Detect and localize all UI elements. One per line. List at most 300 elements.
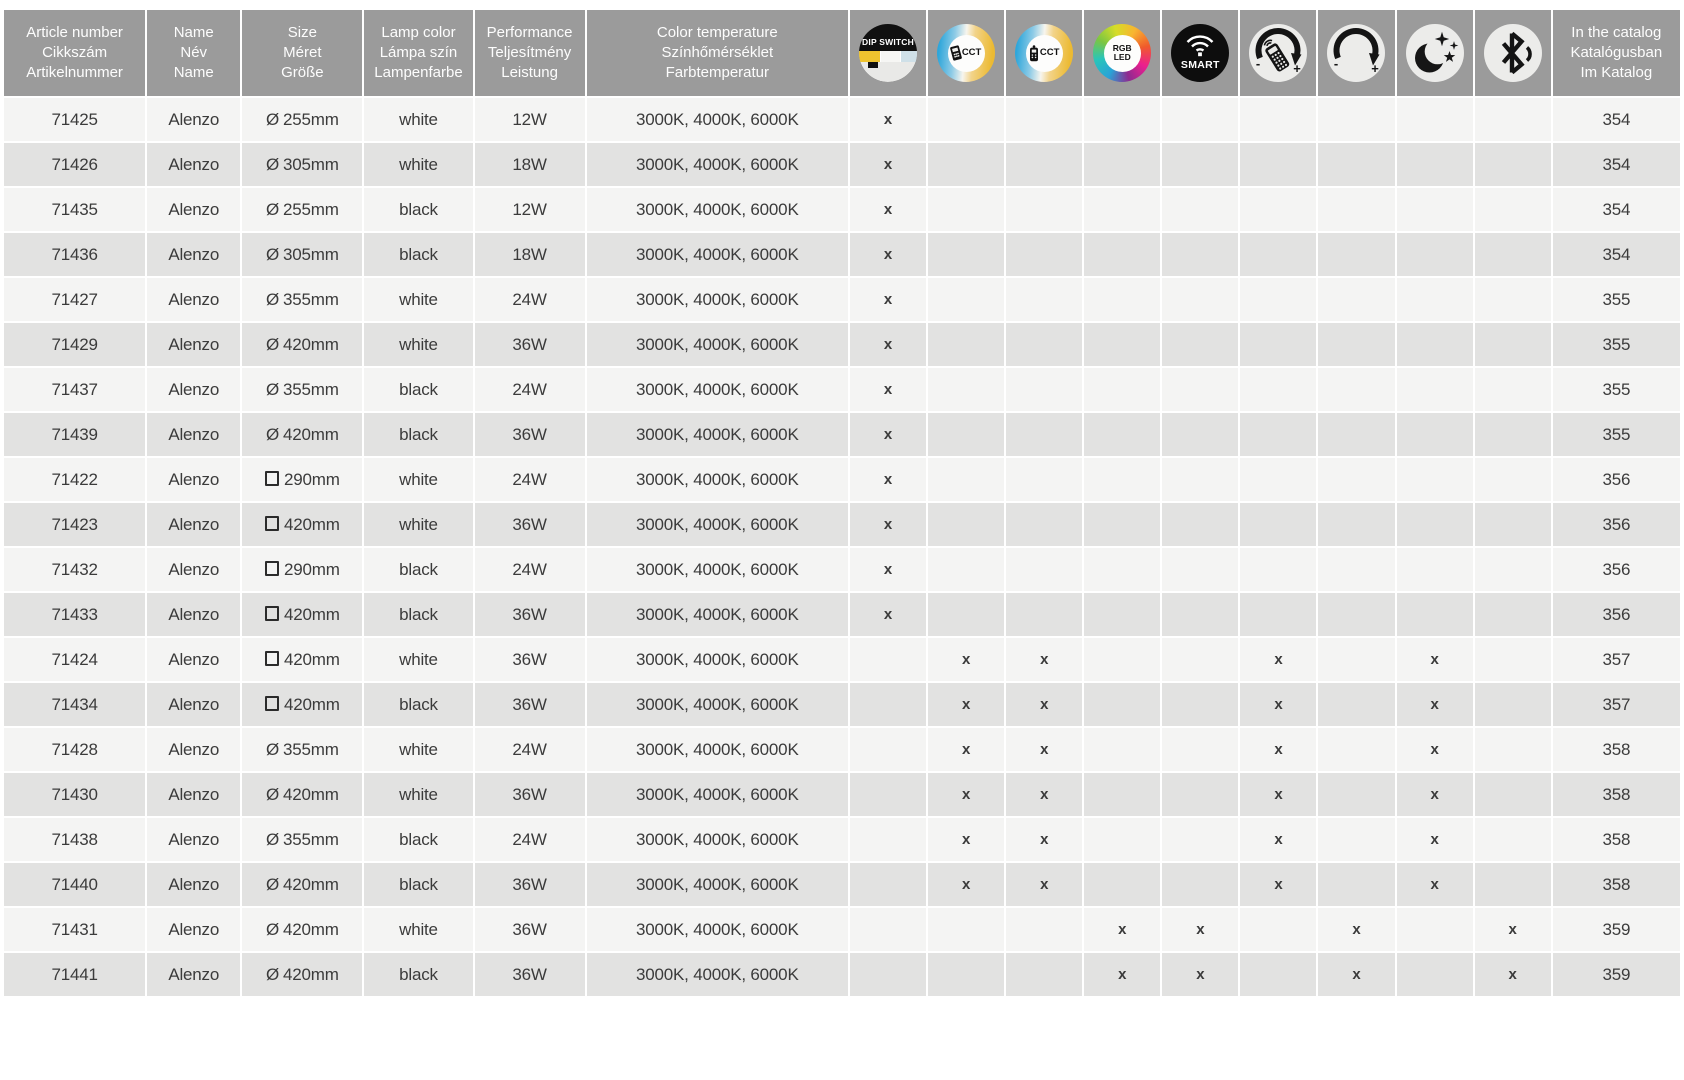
color-temperature-cell: 3000K, 4000K, 6000K bbox=[587, 638, 848, 681]
size-value: 420mm bbox=[283, 334, 339, 354]
size-cell bbox=[242, 413, 362, 456]
feature-cell-cct-wall bbox=[928, 458, 1004, 501]
feature-cell-remote-dimmer bbox=[1240, 368, 1316, 411]
feature-cell-smart bbox=[1162, 863, 1238, 906]
feature-cell-bluetooth bbox=[1475, 368, 1551, 411]
feature-cell-cct-remote bbox=[1006, 323, 1082, 366]
performance-cell: 24W bbox=[475, 368, 585, 411]
article-number-cell: 71424 bbox=[4, 638, 145, 681]
product-name-cell: Alenzo bbox=[147, 548, 240, 591]
color-temperature-cell: 3000K, 4000K, 6000K bbox=[587, 413, 848, 456]
feature-cell-smart bbox=[1162, 413, 1238, 456]
feature-cell-night-light bbox=[1397, 188, 1473, 231]
feature-cell-rgb-led bbox=[1084, 593, 1160, 636]
cct-handheld-remote-icon: CCT bbox=[1015, 24, 1073, 82]
feature-cell-remote-dimmer bbox=[1240, 413, 1316, 456]
feature-cell-dip-switch bbox=[850, 818, 926, 861]
size-value: 420mm bbox=[283, 964, 339, 984]
feature-cell-remote-dimmer bbox=[1240, 323, 1316, 366]
round-diameter-glyph: Ø bbox=[265, 964, 279, 984]
product-row bbox=[4, 323, 1680, 366]
product-table bbox=[2, 8, 1682, 998]
feature-cell-cct-remote: x bbox=[1006, 728, 1082, 771]
feature-cell-cct-wall bbox=[928, 413, 1004, 456]
feature-cell-cct-wall bbox=[928, 278, 1004, 321]
size-value: 255mm bbox=[283, 109, 339, 129]
feature-cell-smart bbox=[1162, 728, 1238, 771]
size-cell bbox=[242, 863, 362, 906]
article-number-cell: 71439 bbox=[4, 413, 145, 456]
feature-cell-bluetooth bbox=[1475, 143, 1551, 186]
feature-cell-night-light bbox=[1397, 143, 1473, 186]
product-row bbox=[4, 953, 1680, 996]
feature-cell-cct-wall: x bbox=[928, 728, 1004, 771]
size-value: 420mm bbox=[283, 604, 340, 624]
lamp-color-cell: white bbox=[364, 143, 472, 186]
feature-cell-remote-dimmer bbox=[1240, 593, 1316, 636]
square-shape-glyph bbox=[265, 696, 279, 711]
catalog-page-cell: 357 bbox=[1553, 683, 1680, 726]
feature-cell-smart bbox=[1162, 773, 1238, 816]
col-header-cct-handheld-remote bbox=[1006, 10, 1082, 96]
lamp-color-cell: white bbox=[364, 908, 472, 951]
feature-cell-cct-wall: x bbox=[928, 863, 1004, 906]
feature-cell-cct-wall bbox=[928, 233, 1004, 276]
product-row bbox=[4, 908, 1680, 951]
feature-cell-bluetooth bbox=[1475, 458, 1551, 501]
catalog-page-cell: 358 bbox=[1553, 728, 1680, 771]
feature-cell-remote-dimmer bbox=[1240, 278, 1316, 321]
remote-glyph bbox=[1262, 38, 1291, 73]
wifi-glyph bbox=[1185, 33, 1215, 57]
catalog-page-cell: 359 bbox=[1553, 953, 1680, 996]
feature-cell-rgb-led bbox=[1084, 773, 1160, 816]
feature-cell-cct-wall: x bbox=[928, 683, 1004, 726]
feature-cell-dimmer bbox=[1318, 278, 1394, 321]
size-cell bbox=[242, 818, 362, 861]
color-temperature-cell: 3000K, 4000K, 6000K bbox=[587, 548, 848, 591]
catalog-page-cell: 354 bbox=[1553, 188, 1680, 231]
product-name-cell: Alenzo bbox=[147, 503, 240, 546]
feature-cell-cct-wall bbox=[928, 593, 1004, 636]
round-diameter-glyph: Ø bbox=[265, 244, 279, 264]
col-header-bluetooth bbox=[1475, 10, 1551, 96]
size-value: 420mm bbox=[283, 424, 339, 444]
feature-cell-cct-remote bbox=[1006, 413, 1082, 456]
feature-cell-dimmer bbox=[1318, 683, 1394, 726]
performance-cell: 24W bbox=[475, 278, 585, 321]
size-value: 255mm bbox=[283, 199, 339, 219]
lamp-color-cell: white bbox=[364, 278, 472, 321]
article-number-cell: 71440 bbox=[4, 863, 145, 906]
col-header-dimmer bbox=[1318, 10, 1394, 96]
feature-cell-night-light: x bbox=[1397, 638, 1473, 681]
performance-cell: 36W bbox=[475, 773, 585, 816]
lamp-color-cell: black bbox=[364, 683, 472, 726]
feature-cell-smart bbox=[1162, 368, 1238, 411]
size-cell bbox=[242, 728, 362, 771]
feature-cell-bluetooth bbox=[1475, 593, 1551, 636]
feature-cell-bluetooth bbox=[1475, 323, 1551, 366]
size-cell bbox=[242, 773, 362, 816]
feature-cell-cct-wall bbox=[928, 143, 1004, 186]
feature-cell-dip-switch: x bbox=[850, 233, 926, 276]
product-row bbox=[4, 143, 1680, 186]
feature-cell-dimmer bbox=[1318, 818, 1394, 861]
product-row bbox=[4, 503, 1680, 546]
feature-cell-cct-wall bbox=[928, 323, 1004, 366]
article-number-cell: 71435 bbox=[4, 188, 145, 231]
size-value: 420mm bbox=[283, 784, 339, 804]
lamp-color-cell: white bbox=[364, 323, 472, 366]
product-row bbox=[4, 98, 1680, 141]
feature-cell-smart bbox=[1162, 188, 1238, 231]
feature-cell-cct-wall bbox=[928, 908, 1004, 951]
feature-cell-bluetooth bbox=[1475, 188, 1551, 231]
lamp-color-cell: black bbox=[364, 818, 472, 861]
lamp-color-cell: black bbox=[364, 188, 472, 231]
svg-text:-: - bbox=[1334, 56, 1339, 71]
article-number-cell: 71425 bbox=[4, 98, 145, 141]
product-name-cell: Alenzo bbox=[147, 323, 240, 366]
feature-cell-remote-dimmer: x bbox=[1240, 863, 1316, 906]
product-name-cell: Alenzo bbox=[147, 863, 240, 906]
feature-cell-dimmer bbox=[1318, 638, 1394, 681]
lamp-color-cell: white bbox=[364, 773, 472, 816]
feature-cell-bluetooth bbox=[1475, 818, 1551, 861]
color-temperature-cell: 3000K, 4000K, 6000K bbox=[587, 278, 848, 321]
feature-cell-dimmer bbox=[1318, 548, 1394, 591]
product-row bbox=[4, 773, 1680, 816]
color-temperature-cell: 3000K, 4000K, 6000K bbox=[587, 188, 848, 231]
feature-cell-dimmer bbox=[1318, 773, 1394, 816]
size-value: 305mm bbox=[283, 154, 339, 174]
performance-cell: 18W bbox=[475, 143, 585, 186]
feature-cell-remote-dimmer bbox=[1240, 233, 1316, 276]
catalog-page-cell: 355 bbox=[1553, 278, 1680, 321]
cct-wall-remote-icon: CCT bbox=[937, 24, 995, 82]
feature-cell-rgb-led: x bbox=[1084, 908, 1160, 951]
feature-cell-night-light bbox=[1397, 233, 1473, 276]
feature-cell-dip-switch: x bbox=[850, 503, 926, 546]
feature-cell-cct-remote bbox=[1006, 953, 1082, 996]
square-shape-glyph bbox=[265, 561, 279, 576]
feature-cell-smart bbox=[1162, 458, 1238, 501]
feature-cell-dimmer: x bbox=[1318, 908, 1394, 951]
feature-cell-remote-dimmer bbox=[1240, 458, 1316, 501]
lamp-color-cell: white bbox=[364, 98, 472, 141]
product-row bbox=[4, 863, 1680, 906]
feature-cell-dip-switch bbox=[850, 863, 926, 906]
product-row bbox=[4, 278, 1680, 321]
size-cell bbox=[242, 188, 362, 231]
color-temperature-cell: 3000K, 4000K, 6000K bbox=[587, 98, 848, 141]
catalog-page-cell: 357 bbox=[1553, 638, 1680, 681]
feature-cell-bluetooth bbox=[1475, 638, 1551, 681]
size-cell bbox=[242, 233, 362, 276]
feature-cell-dimmer bbox=[1318, 863, 1394, 906]
lamp-color-cell: black bbox=[364, 233, 472, 276]
product-name-cell: Alenzo bbox=[147, 593, 240, 636]
feature-cell-cct-remote bbox=[1006, 233, 1082, 276]
catalog-page-cell: 355 bbox=[1553, 413, 1680, 456]
feature-cell-cct-remote bbox=[1006, 908, 1082, 951]
article-number-cell: 71438 bbox=[4, 818, 145, 861]
round-diameter-glyph: Ø bbox=[265, 424, 279, 444]
performance-cell: 36W bbox=[475, 503, 585, 546]
size-cell bbox=[242, 503, 362, 546]
feature-cell-cct-wall bbox=[928, 548, 1004, 591]
color-temperature-cell: 3000K, 4000K, 6000K bbox=[587, 233, 848, 276]
feature-cell-rgb-led bbox=[1084, 188, 1160, 231]
size-cell bbox=[242, 98, 362, 141]
feature-cell-cct-remote bbox=[1006, 143, 1082, 186]
catalog-page-cell: 354 bbox=[1553, 233, 1680, 276]
product-name-cell: Alenzo bbox=[147, 683, 240, 726]
feature-cell-dimmer bbox=[1318, 188, 1394, 231]
product-name-cell: Alenzo bbox=[147, 413, 240, 456]
color-temperature-cell: 3000K, 4000K, 6000K bbox=[587, 863, 848, 906]
col-header-name: Name Név Name bbox=[147, 10, 240, 96]
size-value: 355mm bbox=[283, 739, 339, 759]
feature-cell-smart bbox=[1162, 638, 1238, 681]
article-number-cell: 71436 bbox=[4, 233, 145, 276]
article-number-cell: 71441 bbox=[4, 953, 145, 996]
article-number-cell: 71433 bbox=[4, 593, 145, 636]
svg-text:+: + bbox=[1293, 61, 1302, 76]
article-number-cell: 71427 bbox=[4, 278, 145, 321]
feature-cell-smart bbox=[1162, 98, 1238, 141]
catalog-page-cell: 354 bbox=[1553, 143, 1680, 186]
size-cell bbox=[242, 908, 362, 951]
smart-wifi-icon: SMART bbox=[1171, 24, 1229, 82]
performance-cell: 36W bbox=[475, 908, 585, 951]
feature-cell-bluetooth bbox=[1475, 98, 1551, 141]
size-value: 355mm bbox=[283, 379, 339, 399]
size-value: 420mm bbox=[283, 514, 340, 534]
feature-cell-dip-switch bbox=[850, 953, 926, 996]
size-cell bbox=[242, 278, 362, 321]
feature-cell-rgb-led bbox=[1084, 233, 1160, 276]
dip-switch-icon: DIP SWITCH bbox=[859, 24, 917, 82]
catalog-page-cell: 358 bbox=[1553, 818, 1680, 861]
feature-cell-cct-remote: x bbox=[1006, 818, 1082, 861]
product-row bbox=[4, 368, 1680, 411]
handheld-remote-glyph bbox=[1029, 45, 1039, 62]
product-name-cell: Alenzo bbox=[147, 908, 240, 951]
feature-cell-bluetooth bbox=[1475, 278, 1551, 321]
feature-cell-remote-dimmer bbox=[1240, 503, 1316, 546]
product-name-cell: Alenzo bbox=[147, 98, 240, 141]
feature-cell-smart bbox=[1162, 323, 1238, 366]
size-cell bbox=[242, 323, 362, 366]
round-diameter-glyph: Ø bbox=[265, 784, 279, 804]
feature-cell-dimmer bbox=[1318, 143, 1394, 186]
feature-cell-cct-wall bbox=[928, 98, 1004, 141]
catalog-page-cell: 356 bbox=[1553, 593, 1680, 636]
article-number-cell: 71432 bbox=[4, 548, 145, 591]
feature-cell-cct-remote bbox=[1006, 188, 1082, 231]
feature-cell-smart: x bbox=[1162, 953, 1238, 996]
feature-cell-rgb-led bbox=[1084, 548, 1160, 591]
feature-cell-night-light bbox=[1397, 503, 1473, 546]
feature-cell-cct-remote bbox=[1006, 548, 1082, 591]
product-name-cell: Alenzo bbox=[147, 188, 240, 231]
feature-cell-cct-remote bbox=[1006, 593, 1082, 636]
round-diameter-glyph: Ø bbox=[265, 829, 279, 849]
feature-cell-smart bbox=[1162, 818, 1238, 861]
catalog-page-cell: 356 bbox=[1553, 458, 1680, 501]
feature-cell-smart bbox=[1162, 548, 1238, 591]
feature-cell-dimmer bbox=[1318, 728, 1394, 771]
size-cell bbox=[242, 683, 362, 726]
col-header-size: Size Méret Größe bbox=[242, 10, 362, 96]
catalog-page-cell: 354 bbox=[1553, 98, 1680, 141]
size-value: 420mm bbox=[283, 694, 340, 714]
product-name-cell: Alenzo bbox=[147, 143, 240, 186]
round-diameter-glyph: Ø bbox=[265, 289, 279, 309]
lamp-color-cell: white bbox=[364, 458, 472, 501]
col-header-rgb-led bbox=[1084, 10, 1160, 96]
performance-cell: 36W bbox=[475, 953, 585, 996]
catalog-page-cell: 358 bbox=[1553, 863, 1680, 906]
lamp-color-cell: black bbox=[364, 413, 472, 456]
feature-cell-remote-dimmer bbox=[1240, 953, 1316, 996]
feature-cell-bluetooth bbox=[1475, 503, 1551, 546]
feature-cell-dip-switch bbox=[850, 908, 926, 951]
article-number-cell: 71430 bbox=[4, 773, 145, 816]
feature-cell-cct-wall: x bbox=[928, 638, 1004, 681]
feature-cell-night-light bbox=[1397, 323, 1473, 366]
feature-cell-night-light bbox=[1397, 98, 1473, 141]
feature-cell-rgb-led bbox=[1084, 278, 1160, 321]
col-header-dip-switch bbox=[850, 10, 926, 96]
feature-cell-remote-dimmer bbox=[1240, 143, 1316, 186]
feature-cell-rgb-led bbox=[1084, 143, 1160, 186]
table-body bbox=[4, 98, 1680, 996]
color-temperature-cell: 3000K, 4000K, 6000K bbox=[587, 503, 848, 546]
col-header-in-the-catalog: In the catalog Katalógusban Im Katalog bbox=[1553, 10, 1680, 96]
feature-cell-bluetooth bbox=[1475, 233, 1551, 276]
article-number-cell: 71423 bbox=[4, 503, 145, 546]
color-temperature-cell: 3000K, 4000K, 6000K bbox=[587, 953, 848, 996]
performance-cell: 18W bbox=[475, 233, 585, 276]
col-header-cct-wall-remote bbox=[928, 10, 1004, 96]
performance-cell: 36W bbox=[475, 863, 585, 906]
product-row bbox=[4, 548, 1680, 591]
performance-cell: 36W bbox=[475, 683, 585, 726]
performance-cell: 24W bbox=[475, 818, 585, 861]
article-number-cell: 71426 bbox=[4, 143, 145, 186]
feature-cell-rgb-led bbox=[1084, 458, 1160, 501]
col-header-remote-dimmer bbox=[1240, 10, 1316, 96]
lamp-color-cell: white bbox=[364, 638, 472, 681]
feature-cell-dip-switch bbox=[850, 773, 926, 816]
performance-cell: 24W bbox=[475, 548, 585, 591]
performance-cell: 36W bbox=[475, 593, 585, 636]
size-cell bbox=[242, 548, 362, 591]
size-value: 290mm bbox=[283, 559, 340, 579]
product-name-cell: Alenzo bbox=[147, 278, 240, 321]
feature-cell-cct-remote: x bbox=[1006, 683, 1082, 726]
feature-cell-dip-switch: x bbox=[850, 593, 926, 636]
feature-cell-cct-remote bbox=[1006, 503, 1082, 546]
col-header-performance: Performance Teljesítmény Leistung bbox=[475, 10, 585, 96]
color-temperature-cell: 3000K, 4000K, 6000K bbox=[587, 773, 848, 816]
product-name-cell: Alenzo bbox=[147, 458, 240, 501]
size-value: 420mm bbox=[283, 919, 339, 939]
product-row bbox=[4, 638, 1680, 681]
product-name-cell: Alenzo bbox=[147, 773, 240, 816]
feature-cell-dip-switch: x bbox=[850, 98, 926, 141]
color-temperature-cell: 3000K, 4000K, 6000K bbox=[587, 593, 848, 636]
product-row bbox=[4, 818, 1680, 861]
svg-text:-: - bbox=[1256, 56, 1261, 71]
feature-cell-night-light: x bbox=[1397, 683, 1473, 726]
performance-cell: 36W bbox=[475, 638, 585, 681]
lamp-color-cell: black bbox=[364, 593, 472, 636]
feature-cell-rgb-led bbox=[1084, 368, 1160, 411]
feature-cell-cct-wall: x bbox=[928, 773, 1004, 816]
feature-cell-cct-wall bbox=[928, 368, 1004, 411]
article-number-cell: 71431 bbox=[4, 908, 145, 951]
round-diameter-glyph: Ø bbox=[265, 379, 279, 399]
lamp-color-cell: white bbox=[364, 503, 472, 546]
feature-cell-remote-dimmer bbox=[1240, 188, 1316, 231]
feature-cell-night-light bbox=[1397, 413, 1473, 456]
feature-cell-dimmer bbox=[1318, 368, 1394, 411]
color-temperature-cell: 3000K, 4000K, 6000K bbox=[587, 683, 848, 726]
feature-cell-cct-remote bbox=[1006, 368, 1082, 411]
feature-cell-dip-switch: x bbox=[850, 188, 926, 231]
feature-cell-night-light bbox=[1397, 548, 1473, 591]
color-temperature-cell: 3000K, 4000K, 6000K bbox=[587, 908, 848, 951]
feature-cell-night-light bbox=[1397, 458, 1473, 501]
article-number-cell: 71429 bbox=[4, 323, 145, 366]
color-temperature-cell: 3000K, 4000K, 6000K bbox=[587, 818, 848, 861]
header-row bbox=[4, 10, 1680, 96]
size-cell bbox=[242, 638, 362, 681]
lamp-color-cell: black bbox=[364, 953, 472, 996]
square-shape-glyph bbox=[265, 651, 279, 666]
col-header-lamp-color: Lamp color Lámpa szín Lampenfarbe bbox=[364, 10, 472, 96]
square-shape-glyph bbox=[265, 471, 279, 486]
product-name-cell: Alenzo bbox=[147, 818, 240, 861]
lamp-color-cell: black bbox=[364, 863, 472, 906]
col-header-article-number: Article number Cikkszám Artikelnummer bbox=[4, 10, 145, 96]
catalog-page-cell: 355 bbox=[1553, 323, 1680, 366]
remote-dimmer-icon bbox=[1249, 24, 1307, 82]
square-shape-glyph bbox=[265, 606, 279, 621]
feature-cell-bluetooth bbox=[1475, 728, 1551, 771]
product-row bbox=[4, 593, 1680, 636]
feature-cell-night-light: x bbox=[1397, 728, 1473, 771]
size-cell bbox=[242, 953, 362, 996]
feature-cell-dip-switch: x bbox=[850, 458, 926, 501]
feature-cell-cct-wall: x bbox=[928, 818, 1004, 861]
size-value: 305mm bbox=[283, 244, 339, 264]
performance-cell: 12W bbox=[475, 188, 585, 231]
performance-cell: 24W bbox=[475, 728, 585, 771]
color-temperature-cell: 3000K, 4000K, 6000K bbox=[587, 458, 848, 501]
product-row bbox=[4, 728, 1680, 771]
color-temperature-cell: 3000K, 4000K, 6000K bbox=[587, 143, 848, 186]
feature-cell-dip-switch: x bbox=[850, 278, 926, 321]
feature-cell-dimmer bbox=[1318, 503, 1394, 546]
feature-cell-remote-dimmer: x bbox=[1240, 728, 1316, 771]
feature-cell-night-light: x bbox=[1397, 863, 1473, 906]
feature-cell-smart bbox=[1162, 503, 1238, 546]
